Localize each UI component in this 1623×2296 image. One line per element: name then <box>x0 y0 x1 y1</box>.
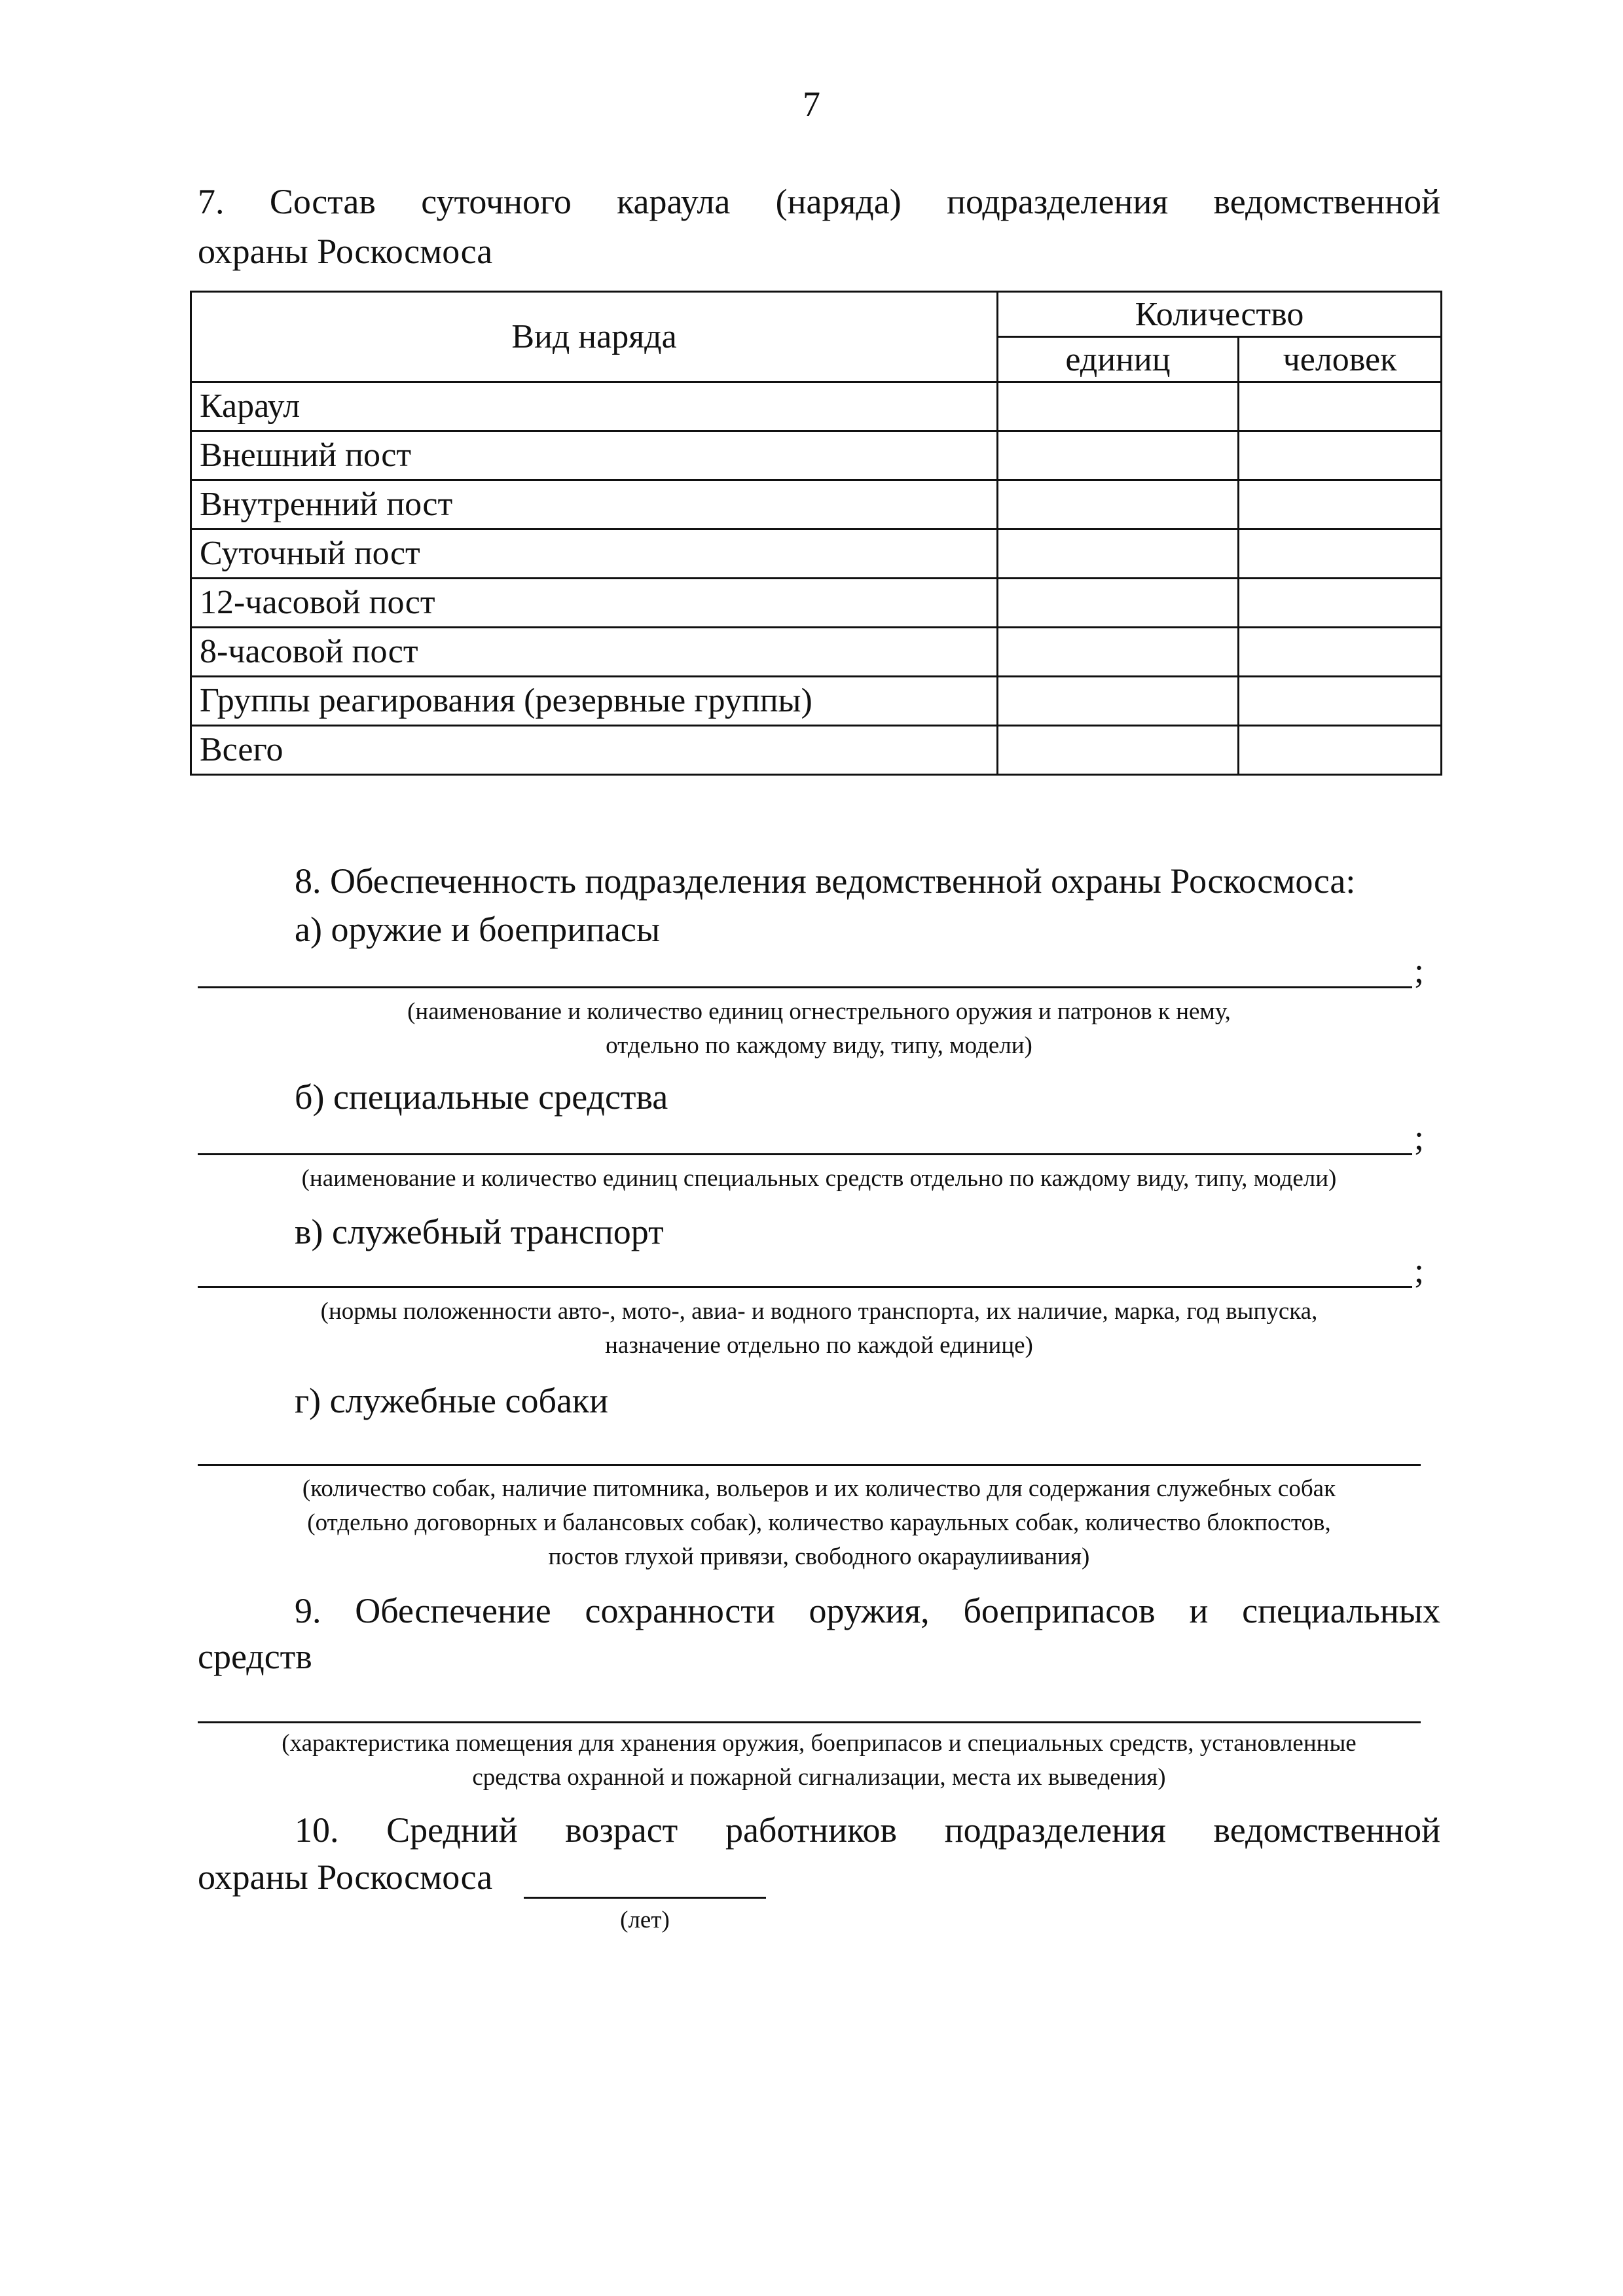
people-cell[interactable] <box>1239 529 1442 579</box>
semicolon: ; <box>1414 951 1425 990</box>
table-row <box>191 382 1442 431</box>
people-cell[interactable] <box>1239 480 1442 529</box>
weapons-field-line <box>198 986 1412 988</box>
units-cell[interactable] <box>998 480 1239 529</box>
row-label: Всего <box>191 726 998 775</box>
table-row <box>191 529 1442 579</box>
column-header-type: Вид наряда <box>191 292 998 382</box>
people-cell[interactable] <box>1239 628 1442 677</box>
row-label: 8-часовой пост <box>191 628 998 677</box>
section-7-heading: 7. Состав суточного караула (наряда) подразделения ведомственной <box>198 182 1440 221</box>
units-cell[interactable] <box>998 677 1239 726</box>
storage-field-line <box>198 1721 1421 1723</box>
units-cell[interactable] <box>998 726 1239 775</box>
dogs-field[interactable] <box>198 1424 1421 1463</box>
page-number: 7 <box>803 84 820 124</box>
special-means-field[interactable] <box>198 1113 1412 1152</box>
row-label: Внутренний пост <box>191 480 998 529</box>
units-cell[interactable] <box>998 529 1239 579</box>
subsection-d-title: г) служебные собаки <box>295 1381 609 1420</box>
row-label: 12-часовой пост <box>191 579 998 628</box>
subsection-a-title: а) оружие и боеприпасы <box>295 910 661 949</box>
people-cell[interactable] <box>1239 726 1442 775</box>
guard-composition-table <box>190 291 1442 776</box>
storage-caption-line1: (характеристика помещения для хранения оружия, боеприпасов и специальных средств, установленные <box>282 1730 1357 1757</box>
column-header-people: человек <box>1239 337 1442 382</box>
column-header-units: единиц <box>998 337 1239 382</box>
semicolon: ; <box>1414 1251 1425 1290</box>
people-cell[interactable] <box>1239 579 1442 628</box>
transport-field-line <box>198 1286 1412 1288</box>
table-row <box>191 579 1442 628</box>
section-9-heading: 9. Обеспечение сохранности оружия, боеприпасов и специальных <box>295 1591 1440 1630</box>
people-cell[interactable] <box>1239 431 1442 480</box>
section-10-heading: 10. Средний возраст работников подразделения ведомственной <box>295 1810 1440 1850</box>
average-age-field[interactable] <box>524 1857 766 1895</box>
weapons-field[interactable] <box>198 946 1412 985</box>
row-label: Внешний пост <box>191 431 998 480</box>
special-means-field-line <box>198 1153 1412 1155</box>
transport-field[interactable] <box>198 1246 1412 1285</box>
dogs-caption-line3: постов глухой привязи, свободного окараулиивания) <box>548 1543 1090 1570</box>
transport-caption-line2: назначение отдельно по каждой единице) <box>605 1332 1033 1359</box>
average-age-caption: (лет) <box>620 1907 670 1933</box>
subsection-b-title: б) специальные средства <box>295 1077 668 1117</box>
table-row <box>191 480 1442 529</box>
table-row <box>191 628 1442 677</box>
people-cell[interactable] <box>1239 382 1442 431</box>
transport-caption-line1: (нормы положенности авто-, мото-, авиа- и водного транспорта, их наличие, марка, год выпуска, <box>320 1298 1318 1325</box>
units-cell[interactable] <box>998 579 1239 628</box>
units-cell[interactable] <box>998 628 1239 677</box>
average-age-field-line <box>524 1897 766 1899</box>
row-label: Группы реагирования (резервные группы) <box>191 677 998 726</box>
units-cell[interactable] <box>998 382 1239 431</box>
semicolon: ; <box>1414 1118 1425 1157</box>
row-label: Караул <box>191 382 998 431</box>
column-header-quantity: Количество <box>998 292 1442 337</box>
section-8-heading: 8. Обеспеченность подразделения ведомственной охраны Роскосмоса: <box>295 861 1356 901</box>
dogs-caption-line2: (отдельно договорных и балансовых собак), количество караульных собак, количество блокпостов, <box>307 1509 1331 1536</box>
storage-caption-line2: средства охранной и пожарной сигнализации, места их выведения) <box>472 1764 1166 1791</box>
table-row <box>191 431 1442 480</box>
special-means-caption: (наименование и количество единиц специальных средств отдельно по каждому виду, типу, модели) <box>301 1165 1337 1192</box>
storage-field[interactable] <box>198 1681 1421 1720</box>
subsection-c-title: в) служебный транспорт <box>295 1212 664 1251</box>
dogs-field-line <box>198 1464 1421 1466</box>
weapons-caption-line1: (наименование и количество единиц огнестрельного оружия и патронов к нему, <box>407 998 1231 1025</box>
section-7-heading-cont: охраны Роскосмоса <box>198 232 493 271</box>
table-row-total <box>191 726 1442 775</box>
section-10-heading-cont: охраны Роскосмоса <box>198 1857 493 1897</box>
people-cell[interactable] <box>1239 677 1442 726</box>
dogs-caption-line1: (количество собак, наличие питомника, вольеров и их количество для содержания служебных собак <box>302 1475 1336 1502</box>
table-row <box>191 677 1442 726</box>
section-9-heading-cont: средств <box>198 1637 312 1676</box>
row-label: Суточный пост <box>191 529 998 579</box>
weapons-caption-line2: отдельно по каждому виду, типу, модели) <box>606 1032 1032 1059</box>
units-cell[interactable] <box>998 431 1239 480</box>
